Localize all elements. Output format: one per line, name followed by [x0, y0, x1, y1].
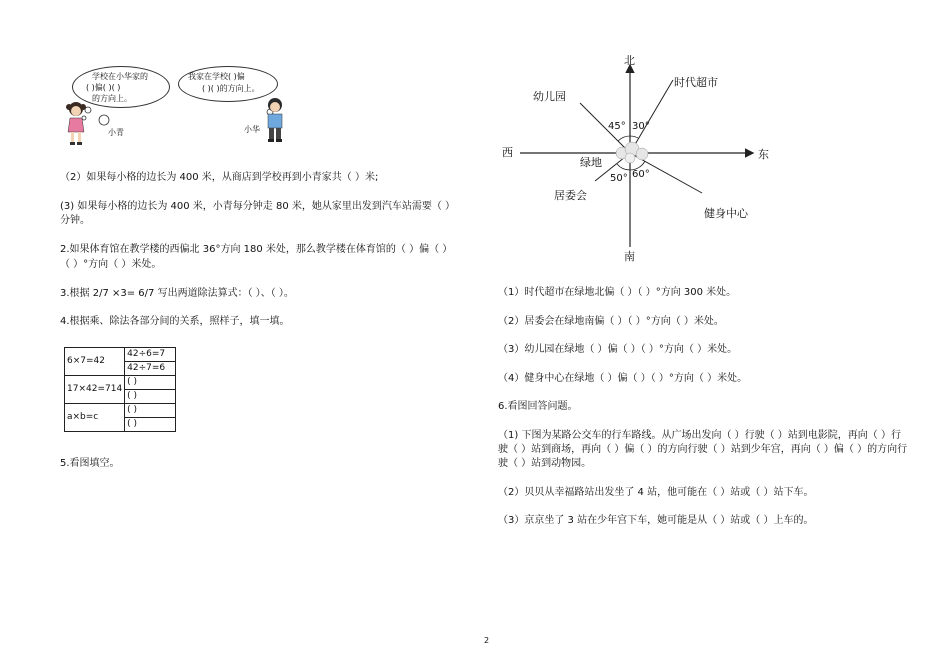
table-cell-example: 6×7=42 [65, 348, 125, 376]
question-4: 4.根据乘、除法各部分间的关系，照样子，填一填。 [60, 316, 290, 327]
table-cell-blank[interactable]: ( ) [125, 390, 176, 404]
table-cell-example-div1: 42÷6=7 [125, 348, 176, 362]
boy-figure-icon [264, 96, 286, 144]
xiaoqing-thought-line3: 的方向上。 [92, 94, 132, 103]
table-cell-17x42: 17×42=714 [65, 376, 125, 404]
compass-south-label: 南 [624, 250, 635, 263]
question-1-part-3-line2: 分钟。 [60, 215, 90, 226]
angle-30-label: 30° [632, 121, 650, 132]
question-6-part-3: （3）京京坐了 3 站在少年宫下车，她可能是从（ ）站或（ ）上车的。 [498, 515, 814, 526]
question-6-part-1-line3: 驶（ ）站到动物园。 [498, 458, 592, 469]
xiaoqing-thought-line2: ( )偏( )( ) [86, 83, 121, 92]
angle-60-label: 60° [632, 169, 650, 180]
question-1-part-3-line1: (3) 如果每小格的边长为 400 米，小青每分钟走 80 米，她从家里出发到汽车站需要（ ） [60, 201, 456, 212]
table-cell-blank[interactable]: ( ) [125, 404, 176, 418]
right-question-3: （3）幼儿园在绿地（ ）偏（ ）（ ）°方向（ ）米处。 [498, 344, 738, 355]
angle-50-label: 50° [610, 173, 628, 184]
committee-label: 居委会 [554, 189, 587, 202]
girl-figure-icon [64, 100, 88, 146]
question-6-part-2: （2）贝贝从幸福路站出发坐了 4 站，他可能在（ ）站或（ ）站下车。 [498, 487, 814, 498]
xiaoqing-thought-line1: 学校在小华家的 [92, 72, 148, 81]
compass-direction-diagram [496, 52, 786, 272]
kindergarten-label: 幼儿园 [533, 90, 566, 103]
center-green-label: 绿地 [580, 156, 602, 169]
xiaohua-thought-line2: ( )( )的方向上。 [202, 84, 260, 93]
page-number: 2 [484, 636, 490, 645]
supermarket-label: 时代超市 [674, 76, 718, 89]
angle-45-label: 45° [608, 121, 626, 132]
question-6: 6.看图回答问题。 [498, 401, 578, 412]
right-question-2: （2）居委会在绿地南偏（ ）（ ）°方向（ ）米处。 [498, 316, 724, 327]
xiaohua-thought-line1: 我家在学校( )偏 [188, 72, 245, 81]
compass-west-label: 西 [502, 146, 513, 159]
compass-north-label: 北 [624, 54, 635, 67]
table-cell-axb: a×b=c [65, 404, 125, 432]
table-cell-example-div2: 42÷7=6 [125, 362, 176, 376]
table-cell-blank[interactable]: ( ) [125, 376, 176, 390]
right-question-1: （1）时代超市在绿地北偏（ ）（ ）°方向 300 米处。 [498, 287, 737, 298]
multiplication-division-table [64, 347, 176, 432]
right-question-4: （4）健身中心在绿地（ ）偏（ ）（ ）°方向（ ）米处。 [498, 373, 748, 384]
question-6-part-1-line1: （1) 下图为某路公交车的行车路线。从广场出发向（ ）行驶（ ）站到电影院，再向（ ）行 [498, 430, 901, 441]
question-3: 3.根据 2/7 ×3= 6/7 写出两道除法算式：（ ）、（ ）。 [60, 288, 294, 299]
name-xiaoqing: 小青 [108, 128, 124, 137]
compass-east-label: 东 [758, 148, 769, 161]
question-2-line1: 2.如果体育馆在教学楼的西偏北 36°方向 180 米处，那么教学楼在体育馆的（ ）偏（ ） [60, 244, 453, 255]
name-xiaohua: 小华 [244, 125, 260, 134]
question-6-part-1-line2: 驶（ ）站到商场，再向（ ）偏（ ）的方向行驶（ ）站到少年宫，再向（ ）偏（ ）的方向行 [498, 444, 908, 455]
fitness-label: 健身中心 [704, 207, 748, 220]
question-1-part-2: （2）如果每小格的边长为 400 米，从商店到学校再到小青家共（ ）米; [60, 172, 379, 183]
question-2-line2: （ ）°方向（ ）米处。 [60, 259, 162, 270]
supermarket-ray [630, 80, 673, 153]
table-cell-blank[interactable]: ( ) [125, 418, 176, 432]
question-5: 5.看图填空。 [60, 458, 120, 469]
